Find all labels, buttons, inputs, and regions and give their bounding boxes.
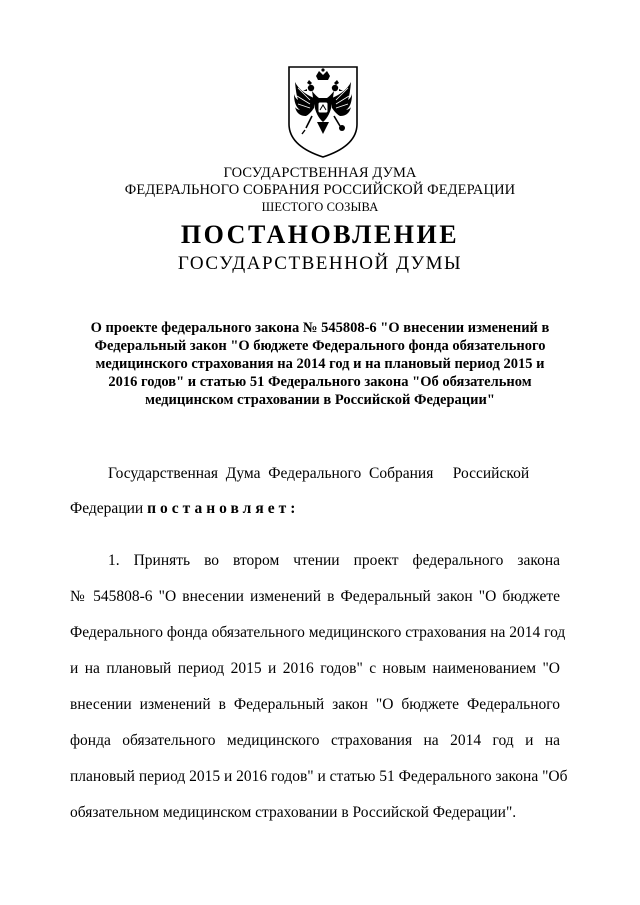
org-name-line2: ФЕДЕРАЛЬНОГО СОБРАНИЯ РОССИЙСКОЙ ФЕДЕРАЦИИ <box>124 182 516 198</box>
subject-line: медицинском страховании в Российской Федерации" <box>145 392 495 408</box>
subject-line: О проекте федерального закона № 545808-6 "О внесении изменений в <box>90 320 550 336</box>
resolves-word: постановляет: <box>147 500 300 517</box>
document-subtitle: ГОСУДАРСТВЕННОЙ ДУМЫ <box>177 253 463 274</box>
subject-line: Федеральный закон "О бюджете Федерального фонда обязательного <box>94 338 546 354</box>
paragraph-line: внесении изменений в Федеральный закон "О бюджете Федерального <box>70 696 560 713</box>
preamble-line1: Государственная Дума Федерального Собрания Российской <box>108 465 530 482</box>
subject-line: медицинского страхования на 2014 год и на плановый период 2015 и <box>95 356 545 372</box>
org-name-line1: ГОСУДАРСТВЕННАЯ ДУМА <box>223 165 417 181</box>
document-title: ПОСТАНОВЛЕНИЕ <box>180 220 460 249</box>
paragraph-line: № 545808-6 "О внесении изменений в Федеральный закон "О бюджете <box>70 588 560 605</box>
document-subject <box>60 319 580 409</box>
preamble-text: Федерации <box>70 500 148 517</box>
paragraph-line: и на плановый период 2015 и 2016 годов" с новым наименованием "О <box>70 660 560 677</box>
paragraph-line: 1. Принять во втором чтении проект федерального закона <box>108 552 560 569</box>
paragraph-line: плановый период 2015 и 2016 годов" и статью 51 Федерального закона "Об <box>70 768 568 785</box>
paragraph-line: Федерального фонда обязательного медицинского страхования на 2014 год <box>70 624 566 641</box>
state-emblem-icon <box>286 64 360 160</box>
subject-line: 2016 годов" и статью 51 Федерального закона "Об обязательном <box>108 374 532 390</box>
paragraph-line: обязательном медицинском страховании в Российской Федерации". <box>70 804 517 821</box>
convocation-line: ШЕСТОГО СОЗЫВА <box>261 200 379 214</box>
paragraph-line: фонда обязательного медицинского страхования на 2014 год и на <box>70 732 560 749</box>
preamble-line2 <box>70 499 560 519</box>
